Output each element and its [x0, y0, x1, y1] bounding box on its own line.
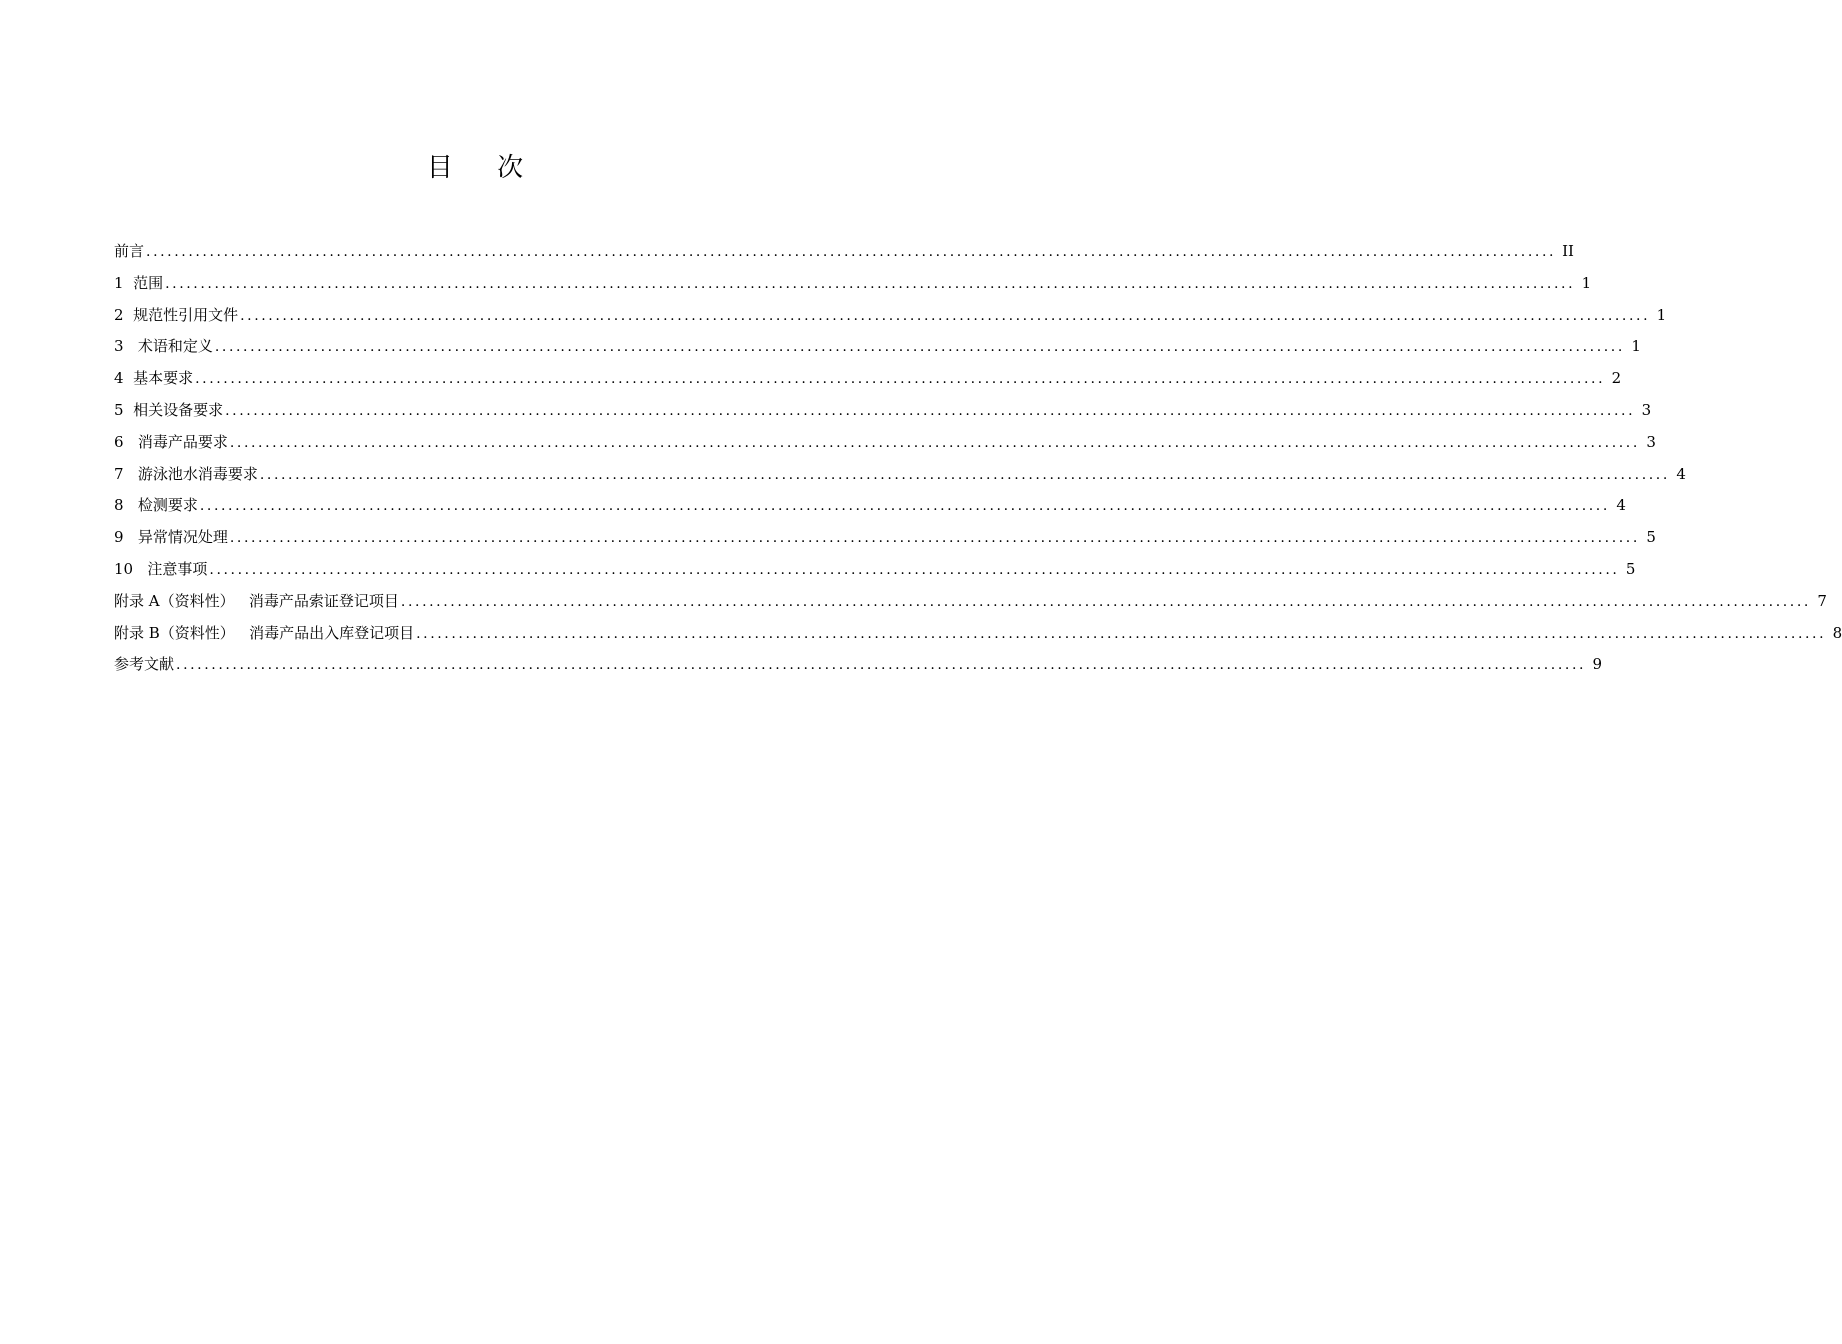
dot-leader: ........................................................................................................................................................................................................ — [176, 657, 1587, 674]
dot-leader: ........................................................................................................................................................................................................ — [225, 402, 1636, 419]
toc-entry — [114, 300, 1667, 332]
toc-entry-page: 2 — [1611, 369, 1622, 388]
dot-leader: ........................................................................................................................................................................................................ — [209, 561, 1620, 578]
toc-entry-text: 前言 — [114, 242, 145, 260]
toc-entry-page: 5 — [1625, 559, 1636, 578]
toc-entry — [114, 490, 1626, 522]
toc-entry — [114, 363, 1622, 395]
toc-entry — [114, 268, 1592, 300]
dot-leader: ........................................................................................................................................................................................................ — [229, 530, 1640, 547]
toc-entry-page: 7 — [1817, 591, 1827, 610]
toc-entry-text: 1 范围 — [114, 273, 164, 292]
toc-entry-text: 7 游泳池水消毒要求 — [114, 464, 258, 483]
toc-entry-page: 1 — [1631, 337, 1641, 356]
dot-leader: ........................................................................................................................................................................................................ — [195, 371, 1606, 388]
toc-entry — [114, 586, 1827, 618]
toc-entry — [114, 554, 1636, 586]
toc-entry-page: 3 — [1641, 400, 1652, 419]
toc-entry-page: 1 — [1581, 273, 1592, 292]
toc-entry — [114, 331, 1641, 363]
toc-entry-page: 4 — [1676, 464, 1686, 483]
toc-entry — [114, 649, 1603, 681]
toc-entry — [114, 618, 1842, 650]
toc-entry-page: 4 — [1616, 496, 1626, 515]
toc-entry-page: 5 — [1646, 528, 1656, 547]
toc-entry-text: 参考文献 — [114, 655, 175, 674]
dot-leader: ........................................................................................................................................................................................................ — [165, 275, 1576, 292]
toc-entry-text: 附录 B（资料性） 消毒产品出入库登记项目 — [114, 623, 415, 642]
dot-leader: ........................................................................................................................................................................................................ — [229, 434, 1640, 451]
toc-entry-text: 10 注意事项 — [114, 559, 208, 578]
toc-entry-page: 9 — [1592, 655, 1603, 674]
toc-entry — [114, 459, 1686, 491]
toc-entry — [114, 427, 1656, 459]
toc-entry-text: 附录 A（资料性） 消毒产品索证登记项目 — [114, 591, 399, 610]
dot-leader: ........................................................................................................................................................................................................ — [259, 466, 1670, 483]
toc-entry-page: 8 — [1832, 623, 1842, 642]
toc-entry-text: 8 检测要求 — [114, 496, 198, 515]
toc-entry-text: 3 术语和定义 — [114, 337, 213, 356]
toc-entry-text: 5 相关设备要求 — [114, 400, 224, 419]
toc-title: 目 次 — [426, 153, 542, 183]
dot-leader: ........................................................................................................................................................................................................ — [400, 593, 1811, 610]
dot-leader: ........................................................................................................................................................................................................ — [214, 339, 1625, 356]
toc-entry — [114, 236, 1574, 268]
toc-entry-page: II — [1562, 242, 1574, 260]
toc-entry-page: 1 — [1656, 305, 1667, 324]
dot-leader: ........................................................................................................................................................................................................ — [416, 625, 1827, 642]
toc-list — [114, 236, 1842, 681]
dot-leader: ........................................................................................................................................................................................................ — [240, 307, 1651, 324]
toc-entry-text: 4 基本要求 — [114, 369, 194, 388]
toc-entry-page: 3 — [1646, 432, 1656, 451]
toc-entry — [114, 395, 1652, 427]
dot-leader: ........................................................................................................................................................................................................ — [199, 498, 1610, 515]
toc-entry-text: 9 异常情况处理 — [114, 528, 228, 547]
toc-entry — [114, 522, 1656, 554]
toc-entry-text: 2 规范性引用文件 — [114, 305, 239, 324]
dot-leader: ........................................................................................................................................................................................................ — [146, 244, 1557, 260]
toc-entry-text: 6 消毒产品要求 — [114, 432, 228, 451]
